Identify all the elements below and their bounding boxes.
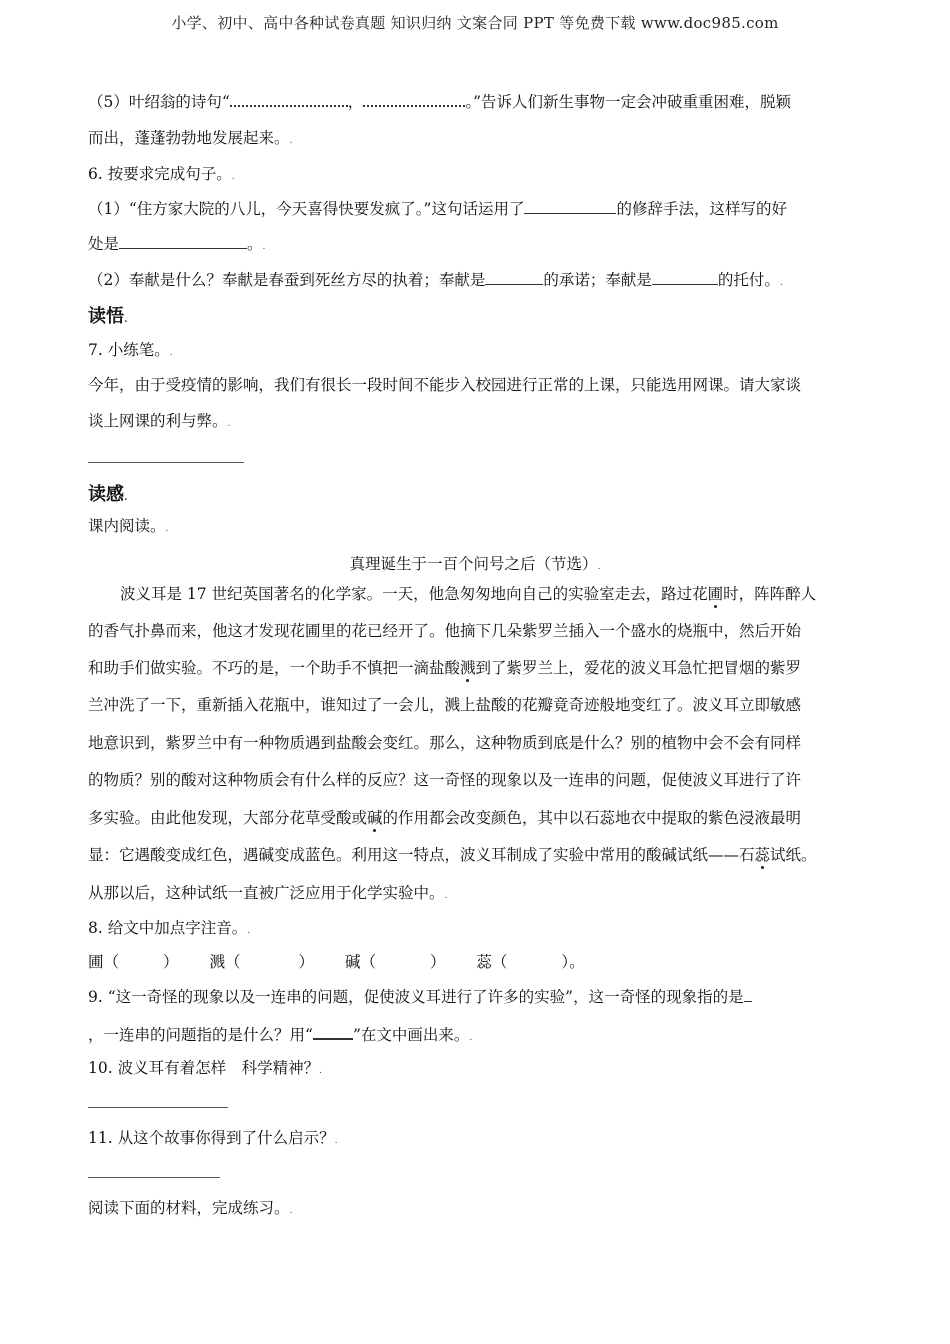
section-heading-dugan: 读感. [88,484,128,505]
answer-blank[interactable] [744,987,752,1002]
passage-line-4: 兰冲洗了一下，重新插入花瓶中，谁知过了一会儿，溅上盐酸的花瓣竟奇迹般地变红了。波义耳立即敏感 [88,696,802,714]
passage-title: 真理诞生于一百个问号之后（节选）. [349,555,601,573]
dotted-blank [363,91,465,107]
q6-s1-line-1: （1）“住方家大院的八儿，今天喜得快要发疯了。”这句话运用了 的修辞手法，这样写的好 [88,200,787,218]
reading-intro: 课内阅读。. [88,517,169,535]
q5-line-2: 而出，蓬蓬勃勃地发展起来。. [88,129,293,147]
q6-s2: （2）奉献是什么？奉献是春蚕到死丝方尽的执着；奉献是 的承诺；奉献是 的托付。. [88,271,783,289]
q9-line-1: 9. “这一奇怪的现象以及一连串的问题，促使波义耳进行了许多的实验”，这一奇怪的现象指的是 [88,987,752,1007]
dotted-char: 溅 [460,659,476,677]
passage-line-5: 地意识到，紫罗兰中有一种物质遇到盐酸会变红。那么，这种物质到底是什么？别的植物中会不会有同样 [88,734,802,752]
passage-line-8: 显：它遇酸变成红色，遇碱变成蓝色。利用这一特点，波义耳制成了实验中常用的酸碱试纸——石蕊试纸。 [88,846,817,864]
dotted-blank [230,91,348,107]
passage-line-2: 的香气扑鼻而来，他这才发现花圃里的花已经开了。他摘下几朵紫罗兰插入一个盛水的烧瓶中，然后开始 [88,622,802,640]
q7-line-1: 今年，由于受疫情的影响，我们有很长一段时间不能步入校园进行正常的上课，只能选用网课。请大家谈 [88,376,802,394]
dotted-char: 碱 [367,809,383,827]
q9-line-2: ，一连串的问题指的是什么？用“ ”在文中画出来。. [88,1026,473,1044]
passage-line-7: 多实验。由此他发现，大部分花草受酸或碱的作用都会改变颜色，其中以石蕊地衣中提取的紫色浸液最明 [88,809,802,827]
q7-answer-line[interactable] [88,461,244,463]
passage-line-3: 和助手们做实验。不巧的是，一个助手不慎把一滴盐酸溅到了紫罗兰上，爱花的波义耳急忙把冒烟的紫罗 [88,659,802,677]
answer-blank[interactable] [485,270,543,285]
q8-items: 圃（ ） 溅（ ） 碱（ ） 蕊（ ）。 [88,953,585,971]
answer-blank[interactable] [652,270,718,285]
q10-title: 10. 波义耳有着怎样 科学精神？. [88,1059,322,1077]
passage-line-9: 从那以后，这种试纸一直被广泛应用于化学实验中。. [88,884,448,902]
page-header: 小学、初中、高中各种试卷真题 知识归纳 文案合同 PPT 等免费下载 www.doc985.com [171,14,779,32]
passage-line-1: 波义耳是 17 世纪英国著名的化学家。一天，他急匆匆地向自己的实验室走去，路过花圃时，阵阵醉人 [120,585,817,603]
section-heading-duwu: 读悟. [88,306,128,327]
answer-blank[interactable] [524,199,616,214]
q8-title: 8. 给文中加点字注音。. [88,919,251,937]
q5-line-1: （5）叶绍翁的诗句“ ， 。”告诉人们新生事物一定会冲破重重困难，脱颖 [88,93,791,111]
q6-s1-line-2: 处是 。. [88,235,266,253]
dotted-char: 圃 [707,585,724,603]
passage-line-6: 的物质？别的酸对这种物质会有什么样的反应？这一奇怪的现象以及一连串的问题，促使波义耳进行了许 [88,771,802,789]
dotted-char: 蕊 [754,846,771,864]
q7-title: 7. 小练笔。. [88,341,173,359]
underline-sample [313,1024,353,1040]
q11-answer-line[interactable] [88,1176,220,1178]
material-intro: 阅读下面的材料，完成练习。. [88,1199,293,1217]
q10-answer-line[interactable] [88,1106,228,1108]
answer-blank[interactable] [119,234,247,249]
q7-line-2: 谈上网课的利与弊。. [88,412,231,430]
q11-title: 11. 从这个故事你得到了什么启示？. [88,1129,338,1147]
q6-title: 6. 按要求完成句子。. [88,165,235,183]
